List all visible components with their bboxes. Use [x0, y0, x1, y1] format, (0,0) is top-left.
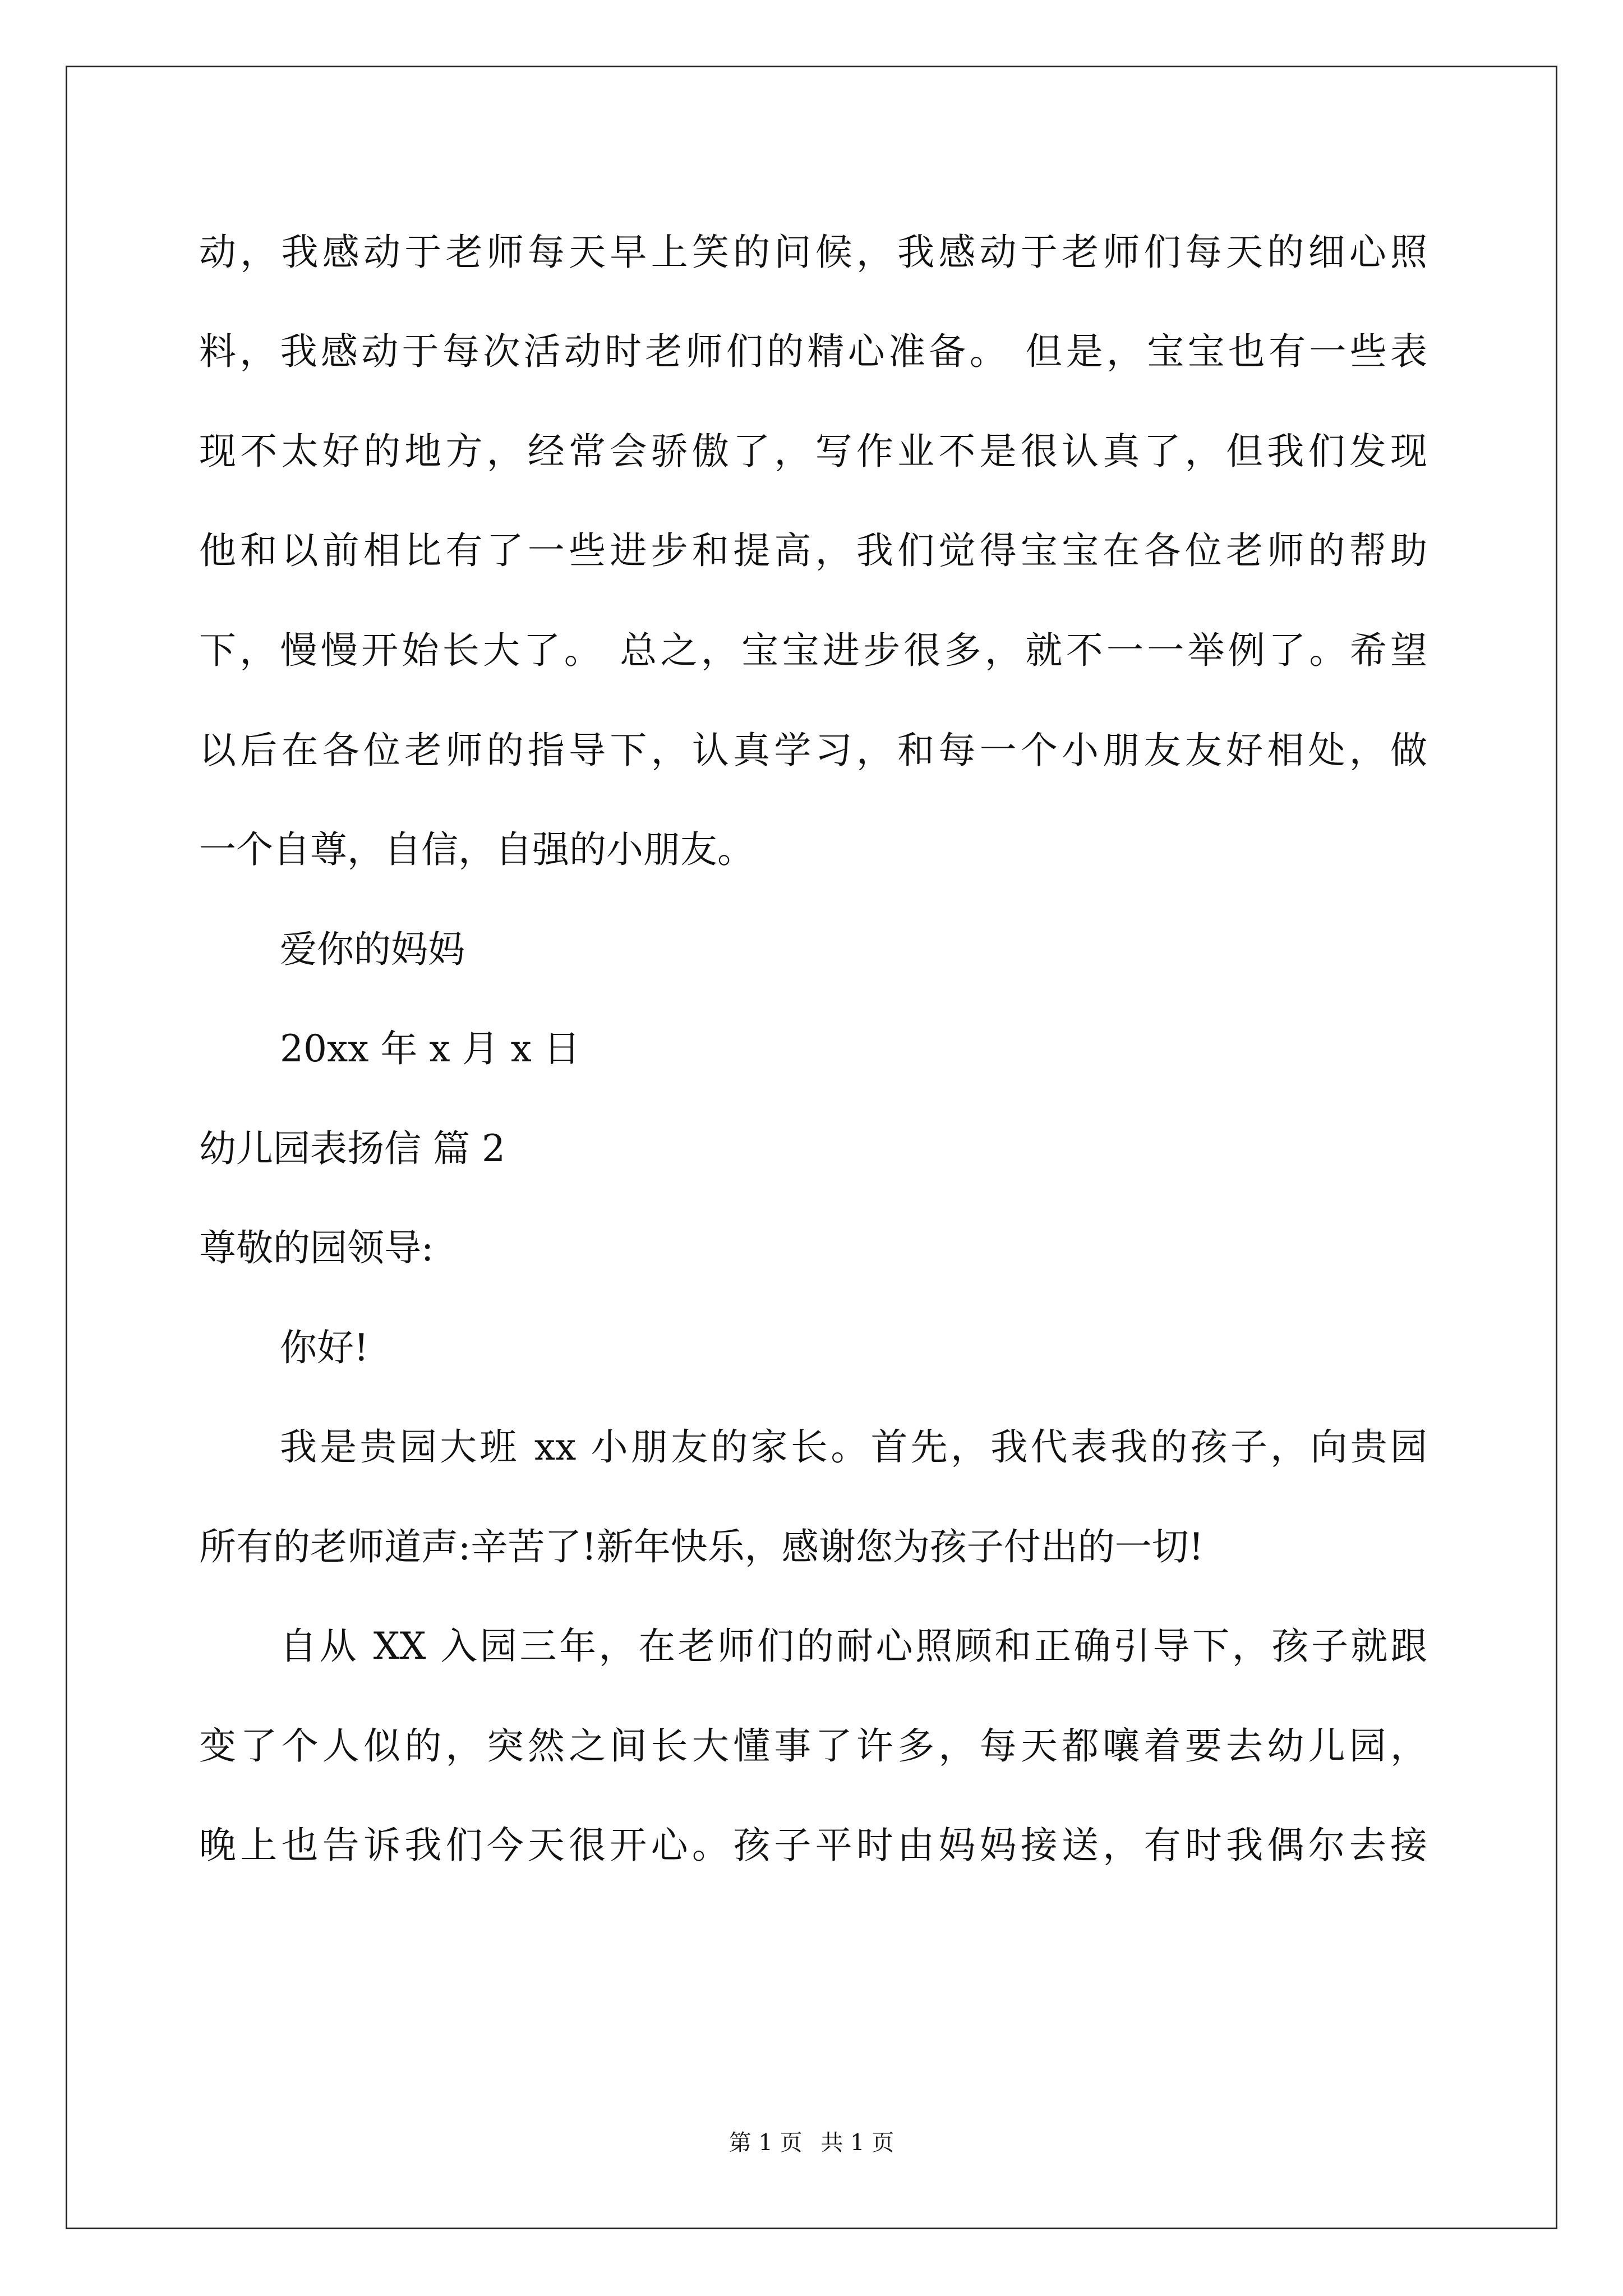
- body-line: 动，我感动于老师每天早上笑的问候，我感动于老师们每天的细心照: [199, 231, 1427, 274]
- body-line: 一个自尊，自信，自强的小朋友。: [199, 828, 754, 871]
- page-total: 共 1 页: [820, 2130, 895, 2156]
- paragraph-line: 所有的老师道声:辛苦了!新年快乐，感谢您为孩子付出的一切!: [199, 1525, 1204, 1568]
- paragraph-line: 我是贵园大班 xx 小朋友的家长。首先，我代表我的孩子，向贵园: [280, 1425, 1427, 1469]
- greeting: 你好!: [280, 1326, 369, 1369]
- paragraph-line: 晚上也告诉我们今天很开心。孩子平时由妈妈接送，有时我偶尔去接: [199, 1824, 1427, 1867]
- section-title: 幼儿园表扬信 篇 2: [199, 1127, 505, 1170]
- body-line: 以后在各位老师的指导下，认真学习，和每一个小朋友友好相处，做: [199, 729, 1427, 772]
- body-line: 现不太好的地方，经常会骄傲了，写作业不是很认真了，但我们发现: [199, 430, 1427, 473]
- salutation: 尊敬的园领导:: [199, 1226, 434, 1269]
- page-footer: [0, 2126, 1623, 2160]
- signature: 爱你的妈妈: [280, 928, 465, 971]
- letter-date: 20xx 年 x 月 x 日: [280, 1027, 580, 1070]
- page-number: 第 1 页: [728, 2130, 803, 2156]
- body-line: 他和以前相比有了一些进步和提高，我们觉得宝宝在各位老师的帮助: [199, 529, 1427, 572]
- body-line: 料，我感动于每次活动时老师们的精心准备。 但是，宝宝也有一些表: [199, 330, 1427, 373]
- paragraph-line: 自从 XX 入园三年，在老师们的耐心照顾和正确引导下，孩子就跟: [280, 1625, 1427, 1668]
- paragraph-line: 变了个人似的，突然之间长大懂事了许多，每天都嚷着要去幼儿园，: [199, 1724, 1427, 1768]
- body-line: 下，慢慢开始长大了。 总之，宝宝进步很多，就不一一举例了。希望: [199, 629, 1427, 672]
